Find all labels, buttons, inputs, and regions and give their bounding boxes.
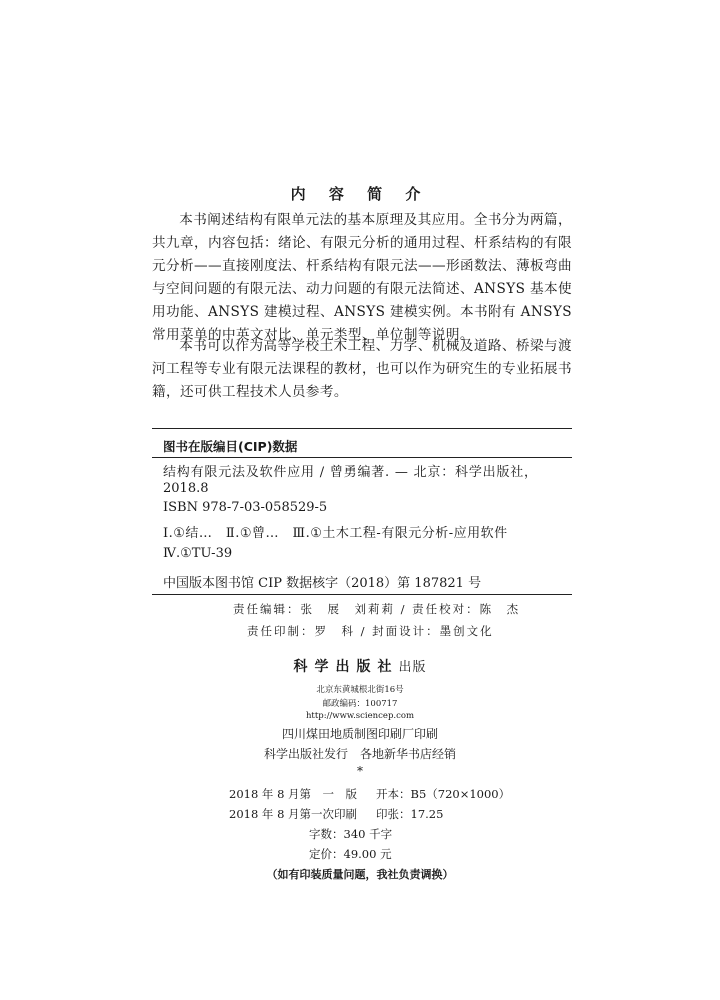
summary-paragraph-2: 本书可以作为高等学校土木工程、力学、机械及道路、桥梁与渡河工程等专业有限元法课程的教材，也可以作为研究生的专业拓展书籍，还可供工程技术人员参考。 (152, 338, 572, 400)
printing-sheets: 印张：17.25 (376, 807, 444, 821)
word-count: 字数：340 千字 (309, 827, 393, 841)
price: 定价：49.00 元 (309, 847, 392, 861)
cip-date-line: 2018.8 (163, 481, 209, 496)
cip-classification-2: Ⅳ.①TU-39 (163, 546, 233, 561)
cip-bottom-rule (152, 594, 572, 595)
credits-line-2: 责任印制：罗 科 / 封面设计：墨创文化 (247, 624, 494, 638)
cip-heading: 图书在版编目(CIP)数据 (163, 439, 298, 454)
edition-line: 2018 年 8 月第 一 版 (229, 787, 358, 801)
cip-record-number: 中国版本图书馆 CIP 数据核字（2018）第 187821 号 (163, 576, 482, 591)
cip-classification-1: Ⅰ.①结… Ⅱ.①曾… Ⅲ.①土木工程-有限元分析-应用软件 (163, 526, 508, 541)
publisher-logo (0, 656, 720, 676)
distribution: 科学出版社发行 各地新华书店经销 (263, 747, 456, 761)
book-format: 开本：B5（720×1000） (376, 787, 511, 801)
cip-heading-rule (152, 457, 572, 458)
printer: 四川煤田地质制图印刷厂印刷 (281, 727, 438, 741)
cip-isbn: ISBN 978-7-03-058529-5 (163, 500, 328, 515)
cip-top-rule (152, 428, 572, 429)
publisher-name: 科学出版社 (293, 659, 399, 675)
publisher-suffix: 出版 (398, 660, 427, 675)
print-line: 2018 年 8 月第一次印刷 (229, 807, 358, 821)
separator-asterisk: * (357, 764, 363, 778)
publisher-website: http://www.sciencep.com (305, 711, 415, 721)
summary-paragraph-1: 本书阐述结构有限单元法的基本原理及其应用。全书分为两篇，共九章，内容包括：绪论、有限元分析的通用过程、杆系结构的有限元分析——直接刚度法、杆系结构有限元法——形函数法、薄板弯曲与空间问题的有限元法、动力问题的有限元法简述、ANSYS 基本使用功能、ANSYS 建模过程、ANSYS 建模实例。本书附有 ANSYS 常用菜单的中英文对比、单元类型、单位制等说明。 (152, 212, 572, 343)
publisher-postcode: 邮政编码：100717 (322, 699, 398, 709)
cip-title-line: 结构有限元法及软件应用 / 曾勇编著. — 北京：科学出版社， (163, 465, 538, 480)
quality-notice: （如有印装质量问题，我社负责调换） (266, 868, 454, 881)
summary-title: 内 容 简 介 (290, 185, 430, 203)
credits-line-1: 责任编辑：张 展 刘莉莉 / 责任校对：陈 杰 (233, 602, 521, 616)
publisher-address: 北京东黄城根北街16号 (316, 685, 404, 695)
